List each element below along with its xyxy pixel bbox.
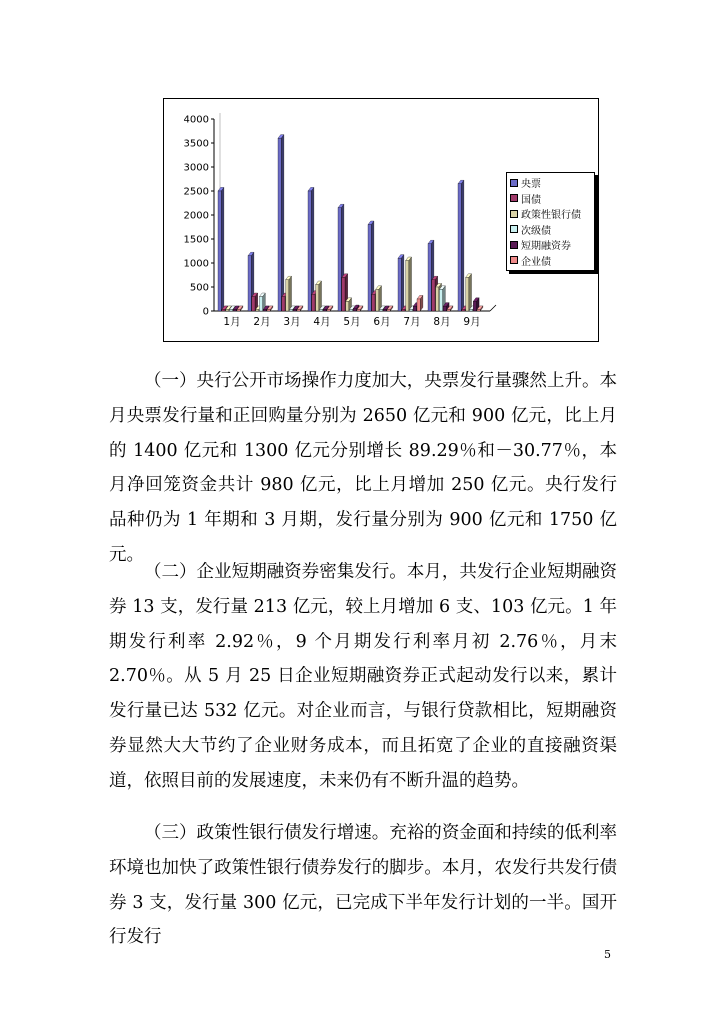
bar-side [221,187,224,311]
bar [252,297,255,311]
bar [259,297,262,311]
paragraph-1: （一）央行公开市场操作力度加大，央票发行量骤然上升。本月央票发行量和正回购量分别为 2650 亿元和 900 亿元，比上月的 1400 亿元和 1300 亿元分别增长 89.29％和－30.77％，本月净回笼资金共计 980 亿元，比上月增加 250 亿元。央行发行品种仍为 1 年期和 3 月期，发行量分别为 900 亿元和 1750 亿元。 [109,371,617,565]
bar [286,280,289,311]
legend-swatch [510,256,518,264]
chart-legend [506,172,595,271]
bar [248,256,251,311]
bar [376,289,379,311]
bar [428,244,431,311]
bar [462,310,465,312]
legend-item [510,191,591,207]
bar [458,184,461,311]
legend-swatch [510,241,518,249]
bar [398,258,401,311]
bar [436,287,439,311]
bar [439,289,442,311]
y-tick-label: 2500 [183,186,209,198]
bar [327,310,330,312]
legend-label: 央票 [521,179,541,191]
paragraph-1-block [109,364,617,573]
y-tick-label: 1000 [183,258,209,270]
legend-item [510,237,591,253]
bar [312,294,315,311]
bar [402,310,405,312]
paragraph-3: （三）政策性银行债发行增速。充裕的资金面和持续的低利率环境也加快了政策性银行债券发行的脚步。本月，农发行共发行债券 3 支，发行量 300 亿元，已完成下半年发行计划的一半。国开行发行 [109,823,617,948]
bar [293,310,296,312]
bar [443,306,446,311]
bar [413,306,416,311]
legend-item [510,206,591,222]
bar [222,310,225,312]
bar-side [401,255,404,311]
y-tick-label: 3000 [183,162,209,174]
bar [417,299,420,311]
bar [338,208,341,311]
legend-swatch [510,194,518,202]
legend-swatch [510,210,518,218]
page-number: 5 [604,948,611,961]
bar [368,225,371,311]
x-tick-label: 8月 [433,316,451,328]
y-tick-label: 3500 [183,138,209,150]
bar-side [319,281,322,311]
legend-label: 短期融资券 [521,241,571,253]
legend-item [510,222,591,238]
bar [477,310,480,312]
bar [308,191,311,311]
x-tick-label: 6月 [373,316,391,328]
x-tick-label: 3月 [283,316,301,328]
bar [289,310,292,312]
bar [379,310,382,312]
bar [233,310,236,312]
bar [282,297,285,311]
bar [278,138,281,311]
paragraph-2-block [109,555,617,799]
bar [432,280,435,311]
bar [226,310,229,312]
bar [466,277,469,311]
y-tick-label: 1500 [183,234,209,246]
bar [316,285,319,311]
x-axis-depth [490,305,496,311]
legend-swatch [510,225,518,233]
x-tick-label: 1月 [223,316,241,328]
bar-side [289,276,292,311]
bar [229,310,232,312]
x-tick-label: 2月 [253,316,271,328]
bar [469,310,472,312]
paragraph-3-block [109,816,617,955]
bar [383,310,386,312]
bar [409,310,412,312]
bar [237,310,240,312]
bar [297,310,300,312]
bar [346,301,349,311]
bar [323,310,326,312]
x-tick-label: 7月 [403,316,421,328]
y-tick-label: 0 [202,306,209,318]
legend-label: 次级债 [521,225,551,237]
bar [357,310,360,312]
x-tick-label: 4月 [313,316,331,328]
legend-label: 政策性银行债 [521,210,581,222]
bar [353,309,356,311]
legend-label: 国债 [521,194,541,206]
y-tick-label: 2000 [183,210,209,222]
x-tick-label: 9月 [463,316,481,328]
bar [342,277,345,311]
x-tick-label: 5月 [343,316,361,328]
bar-side [461,180,464,311]
legend-item [510,253,591,269]
legend-item [510,175,591,191]
bar [319,310,322,312]
paragraph-2: （二）企业短期融资券密集发行。本月，共发行企业短期融资券 13 支，发行量 213 亿元，较上月增加 6 支、103 亿元。1 年期发行利率 2.92％，9 个月期发行利率月初 2.76％，月末 2.70％。从 5 月 25 日企业短期融资券正式起动发行以来，累计发行量已达 532 亿元。对企业而言，与银行贷款相比，短期融资券显然大大节约了企业财务成本，而且拓宽了企业的直接融资渠道，依照目前的发展速度，未来仍有不断升温的趋势。 [109,562,617,791]
bar-side [281,135,284,311]
bar [387,310,390,312]
legend-label: 企业债 [521,256,551,268]
bar [267,310,270,312]
bar [256,310,259,312]
bar [349,310,352,312]
bar-side [409,257,412,311]
y-tick-label: 4000 [183,114,209,126]
bar-side [469,274,472,311]
legend-swatch [510,179,518,187]
bar [406,261,409,311]
y-tick-label: 500 [189,282,209,294]
bar [473,301,476,311]
bar [218,191,221,311]
bar [263,310,266,312]
bar [372,294,375,311]
bar [447,310,450,312]
